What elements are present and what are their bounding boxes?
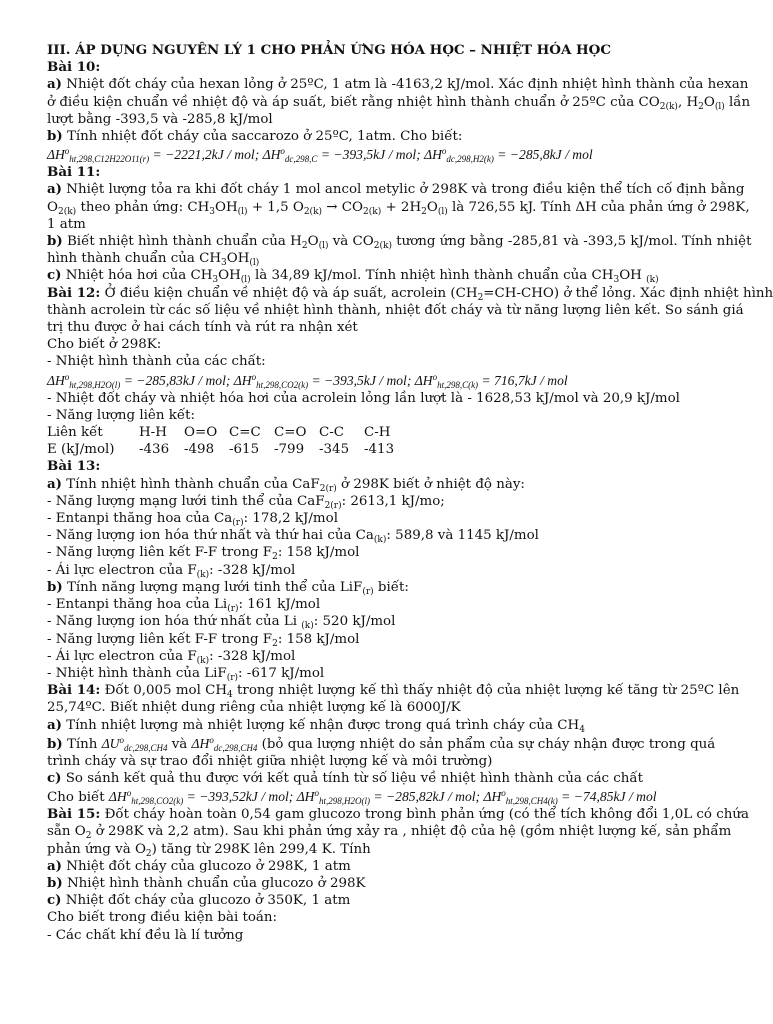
text: theo phản ứng: CH (76, 199, 210, 215)
superscript: o (280, 146, 285, 157)
subscript: ht,298,H2O(l) (69, 379, 121, 390)
text: Ở điều kiện chuẩn về nhiệt độ và áp suất, acrolein (CH (100, 285, 478, 301)
text: → CO (322, 199, 363, 215)
table-cell: -413 (364, 442, 395, 458)
text: Đốt cháy hoàn toàn 0,54 gam glucozo trong bình phản ứng (có thể tích không đổi 1,0L có chứa (100, 807, 749, 823)
superscript: o (64, 146, 70, 157)
text: Tính nhiệt hình thành chuẩn của CaF (62, 476, 320, 492)
exercise-13-b-line1 (47, 579, 738, 596)
math-value: = −2221,2kJ / mol; (149, 147, 263, 163)
text: tương ứng bằng -285,81 và -393,5 kJ/mol. Tính nhiệt (391, 234, 752, 250)
exercise-13-a-line4 (47, 527, 738, 544)
subscript: ht,298,C12H22O11(r) (69, 154, 150, 165)
exercise-15-line2 (47, 823, 738, 840)
math-value: = −285,82kJ / mol; (370, 789, 484, 805)
equation-3 (108, 788, 657, 807)
superscript: o (119, 734, 124, 745)
subscript: (k) (196, 655, 210, 666)
text: (bỏ qua lượng nhiệt do sản phẩm của sự cháy nhận được trong quá (257, 736, 716, 752)
exercise-13-b-line3 (47, 613, 738, 630)
subscript: (l) (437, 206, 448, 217)
math-symbol: ΔH (483, 789, 502, 805)
exercise-15-line5: - Các chất khí đều là lí tưởng (47, 927, 244, 943)
subscript: 2 (301, 241, 308, 252)
subscript: ht,298,C(k) (437, 379, 479, 390)
exercise-13-b-line4 (47, 631, 738, 648)
subscript: (r) (232, 518, 244, 529)
table-cell: C=C (229, 425, 261, 441)
math-symbol: ΔH (296, 789, 315, 805)
exercise-13-b-line2 (47, 596, 738, 613)
text: OH (226, 251, 250, 267)
exercise-13-a-line6 (47, 562, 738, 579)
text: - Năng lượng liên kết F-F trong F (47, 545, 273, 561)
exercise-11-a-line3: 1 atm (47, 216, 86, 232)
subscript: 2 (145, 848, 152, 859)
subscript: 3 (613, 275, 620, 286)
text: - Ái lực electron của F (47, 562, 197, 578)
label-b: b) (47, 578, 63, 595)
table-cell: C-C (319, 425, 345, 441)
exercise-14-b-line1 (47, 734, 738, 753)
text: Tính năng lượng mạng lưới tinh thể của LiF (62, 579, 363, 595)
text: Cho biết (47, 790, 109, 806)
text: OH (218, 268, 241, 284)
math-symbol: ΔH (262, 147, 281, 163)
text: O (703, 94, 715, 110)
text: là 726,55 kJ. Tính ΔH của phản ứng ở 298K, (447, 199, 750, 215)
subscript: dc,298,CH4 (123, 742, 168, 753)
text: : -328 kJ/mol (209, 648, 296, 664)
subscript: ht,298,CO2(k) (131, 796, 184, 807)
subscript: 3 (209, 206, 215, 217)
superscript: o (126, 788, 132, 799)
label-c: c) (47, 892, 62, 909)
text: - Năng lượng mạng lưới tinh thể của CaF (47, 493, 325, 509)
text: : -328 kJ/mol (209, 562, 296, 578)
text: sẵn O (47, 824, 86, 840)
exercise-15-line3 (47, 841, 738, 858)
table-cell: -799 (274, 442, 305, 458)
subscript: 2(k) (659, 101, 678, 112)
subscript: (r) (362, 586, 374, 597)
math-symbol: ΔH (108, 789, 127, 805)
text: ở điều kiện chuẩn về nhiệt độ và áp suất, biết rằng nhiệt hình thành chuẩn ở 25ºC của CO (47, 94, 660, 110)
exercise-11-b-line1 (47, 233, 752, 252)
table-cell: -615 (229, 442, 260, 458)
text: biết: (373, 579, 409, 595)
math-symbol: ΔH (47, 372, 65, 388)
exercise-12-line5: - Nhiệt hình thành của các chất: (47, 354, 266, 370)
text: : 589,8 và 1145 kJ/mol (386, 528, 539, 544)
table-cell: -345 (319, 442, 350, 458)
subscript: dc,298,C (284, 154, 318, 165)
math-value: = −393,52kJ / mol; (183, 789, 297, 805)
exercise-10-a-line2 (47, 94, 751, 112)
table-cell: -498 (184, 442, 215, 458)
subscript: 2(k) (373, 241, 392, 252)
exercise-12-line2: thành acrolein từ các số liệu về nhiệt hình thành, nhiệt đốt cháy và từ năng lượng liên kết. So sánh giá (47, 302, 744, 318)
subscript: 2 (85, 831, 92, 842)
math-symbol: ΔU (101, 735, 120, 751)
subscript: 2 (477, 292, 484, 303)
table-row (47, 441, 409, 458)
exercise-13-b-line6 (47, 665, 738, 682)
text: ở 298K và 2,2 atm). Sau khi phản ứng xảy ra , nhiệt độ của hệ (gồm nhiệt lượng kế, sản phẩm (91, 824, 732, 840)
exercise-15-line1 (47, 806, 749, 823)
exercise-14-c-line2 (47, 787, 738, 806)
subscript: (r) (227, 604, 239, 615)
text: ) tăng từ 298K lên 299,4 K. Tính (151, 841, 371, 857)
table-cell: C-H (364, 425, 391, 441)
math-symbol: ΔH (233, 372, 252, 388)
table-cell: E (kJ/mol) (47, 442, 115, 458)
text: Nhiệt hóa hơi của CH (61, 268, 213, 284)
subscript: (k) (646, 275, 659, 286)
text: OH (215, 199, 238, 215)
subscript: 2(k) (57, 206, 77, 217)
exercise-11-a-line1 (47, 181, 745, 198)
superscript: o (209, 734, 214, 745)
subscript: 2(r) (324, 500, 342, 511)
exercise-13-a-line2 (47, 493, 738, 510)
subscript: ht,298,CO2(k) (256, 379, 309, 390)
subscript: dc,298,CH4 (213, 742, 258, 753)
subscript: (l) (318, 241, 329, 252)
text: Tính nhiệt lượng mà nhiệt lượng kế nhận được trong quá trình cháy của CH (62, 717, 580, 733)
text: Đốt 0,005 mol CH (100, 683, 228, 699)
subscript: 2 (421, 206, 427, 217)
subscript: 2 (272, 552, 278, 563)
label-c: c) (47, 769, 62, 786)
math-symbol: ΔH (414, 372, 433, 388)
exercise-15-a-line1 (47, 858, 738, 875)
section-title: III. ÁP DỤNG NGUYÊN LÝ 1 CHO PHẢN ỨNG HÓA HỌC – NHIỆT HÓA HỌC (47, 42, 611, 58)
math-value: = −393,5kJ / mol; (308, 372, 415, 388)
exercise-12-line6: - Nhiệt đốt cháy và nhiệt hóa hơi của acrolein lỏng lần lượt là - 1628,53 kJ/mol và 20,9 kJ/mol (47, 390, 680, 406)
subscript: 2(k) (303, 206, 323, 217)
text: ở 298K biết ở nhiệt độ này: (336, 476, 525, 492)
exercise-12-line7: - Năng lượng liên kết: (47, 407, 195, 423)
text: - Năng lượng ion hóa thứ nhất và thứ hai của Ca (47, 528, 374, 544)
label-c: c) (47, 267, 62, 284)
math-value: = −285,8kJ / mol (493, 147, 593, 163)
exercise-10-a-line1 (47, 76, 749, 93)
subscript: 2 (698, 101, 704, 112)
math-symbol: ΔH (47, 147, 65, 163)
text: : 158 kJ/mol (277, 631, 360, 647)
exercise-11-c-line1 (47, 267, 738, 284)
label-a: a) (47, 181, 63, 198)
equation-2 (47, 371, 738, 390)
exercise-13-a-line3 (47, 510, 738, 527)
text: - Entanpi thăng hoa của Ca (47, 511, 233, 527)
exercise-15-title: Bài 15: (47, 806, 101, 823)
text: O (47, 199, 58, 215)
math-symbol: ΔH (191, 735, 210, 751)
text: Nhiệt đốt cháy của hexan lỏng ở 25ºC, 1 atm là -4163,2 kJ/mol. Xác định nhiệt hình thành của hexan (62, 77, 749, 93)
text: : 520 kJ/mol (313, 614, 396, 630)
equation-1 (47, 145, 738, 164)
exercise-14-line2: 25,74ºC. Biết nhiệt dung riêng của nhiệt lượng kế là 6000J/K (47, 700, 461, 716)
text: Tính nhiệt đốt cháy của saccarozo ở 25ºC, 1atm. Cho biết: (62, 129, 463, 145)
table-row (47, 424, 409, 441)
exercise-14-title: Bài 14: (47, 682, 101, 699)
label-a: a) (47, 76, 63, 93)
exercise-12-line3: trị thu được ở hai cách tính và rút ra nhận xét (47, 320, 358, 336)
bond-energy-table (47, 424, 409, 458)
exercise-13-a-line5 (47, 544, 738, 561)
exercise-13-a-line1 (47, 476, 738, 493)
exercise-15-line4: Cho biết trong điều kiện bài toán: (47, 910, 278, 926)
table-cell: -436 (139, 442, 170, 458)
text: : 178,2 kJ/mol (243, 511, 338, 527)
exercise-12-line1 (47, 284, 773, 303)
superscript: o (64, 371, 70, 382)
table-cell: Liên kết (47, 425, 103, 441)
text: Tính (62, 736, 102, 752)
text: : -617 kJ/mol (238, 665, 325, 681)
text: O (426, 199, 438, 215)
subscript: 3 (212, 275, 219, 286)
subscript: (l) (240, 275, 251, 286)
subscript: 4 (227, 690, 233, 701)
text: Nhiệt đốt cháy của glucozo ở 350K, 1 atm (61, 893, 351, 909)
inline-math-dh (192, 736, 258, 751)
exercise-14-b-line2: trình cháy và sự trao đổi nhiệt giữa nhiệt lượng kế và môi trường) (47, 753, 493, 769)
text: - Năng lượng liên kết F-F trong F (47, 631, 273, 647)
subscript: (k) (373, 535, 387, 546)
exercise-15-b-line1 (47, 875, 738, 892)
text: O (307, 234, 319, 250)
math-value: = 716,7kJ / mol (478, 372, 568, 388)
label-a: a) (47, 857, 63, 874)
exercise-14-c-line1 (47, 770, 738, 787)
table-cell: H-H (139, 425, 167, 441)
exercise-13-title: Bài 13: (47, 458, 101, 475)
subscript: ht,298,CH4(k) (505, 796, 558, 807)
inline-math-du (102, 736, 168, 751)
text: hình thành chuẩn của CH (47, 251, 222, 267)
text: =CH-CHO) ở thể lỏng. Xác định nhiệt hình (483, 285, 773, 301)
text: lần (724, 94, 751, 110)
superscript: o (432, 371, 438, 382)
text: OH (619, 268, 647, 284)
exercise-10-b-line1 (47, 128, 738, 145)
text: So sánh kết quả thu được với kết quả tính từ số liệu về nhiệt hình thành của các chất (61, 770, 644, 786)
math-symbol: ΔH (424, 147, 442, 163)
exercise-10-title: Bài 10: (47, 59, 101, 76)
subscript: dc,298,H2(k) (446, 154, 494, 165)
exercise-12-title: Bài 12: (47, 284, 101, 301)
exercise-12-line4: Cho biết ở 298K: (47, 337, 162, 353)
text: là 34,89 kJ/mol. Tính nhiệt hình thành chuẩn của CH (250, 268, 614, 284)
math-value: = −393,5kJ / mol; (317, 147, 425, 163)
subscript: (l) (714, 101, 725, 112)
subscript: 4 (579, 724, 585, 735)
text: - Entanpi thăng hoa của Li (47, 597, 228, 613)
subscript: (l) (237, 206, 248, 217)
subscript: 2(k) (363, 206, 382, 217)
text: và CO (328, 234, 374, 250)
text: : 161 kJ/mol (238, 597, 321, 613)
exercise-14-line1 (47, 682, 738, 699)
exercise-15-c-line1 (47, 892, 738, 909)
subscript: 2(r) (319, 483, 337, 494)
text: - Năng lượng ion hóa thứ nhất của Li (47, 614, 302, 630)
exercise-11-title: Bài 11: (47, 164, 101, 181)
text: + 2H (381, 199, 422, 215)
subscript: (r) (226, 672, 239, 683)
exercise-11-a-line2 (47, 199, 750, 217)
exercise-10-a-line3: lượt bằng -393,5 và -285,8 kJ/mol (47, 111, 273, 127)
subscript: (k) (301, 621, 314, 632)
text: Nhiệt lượng tỏa ra khi đốt cháy 1 mol ancol metylic ở 298K và trong điều kiện thể tích cố định bằng (62, 182, 745, 198)
text: - Ái lực electron của F (47, 648, 197, 664)
superscript: o (441, 146, 447, 157)
table-cell: O=O (184, 425, 218, 441)
text: - Nhiệt hình thành của LiF (47, 665, 227, 681)
text: phản ứng và O (47, 841, 146, 857)
text: Nhiệt đốt cháy của glucozo ở 298K, 1 atm (62, 858, 351, 874)
text: và (167, 736, 192, 752)
label-a: a) (47, 475, 63, 492)
text: Biết nhiệt hình thành chuẩn của H (62, 234, 302, 250)
exercise-11-b-line2 (47, 250, 738, 267)
label-b: b) (47, 233, 63, 250)
label-b: b) (47, 735, 63, 752)
exercise-14-a-line1 (47, 717, 738, 734)
subscript: ht,298,H2O(l) (319, 796, 370, 807)
math-value: = −74,85kJ / mol (557, 789, 657, 805)
superscript: o (251, 371, 257, 382)
text: , H (677, 94, 699, 110)
text: trong nhiệt lượng kế thì thấy nhiệt độ của nhiệt lượng kế tăng từ 25ºC lên (232, 683, 740, 699)
subscript: (k) (196, 569, 210, 580)
table-cell: C=O (274, 425, 307, 441)
text: : 158 kJ/mol (277, 545, 360, 561)
text: + 1,5 O (247, 199, 304, 215)
subscript: 2 (272, 638, 278, 649)
text: : 2613,1 kJ/mo; (341, 493, 445, 509)
math-value: = −285,83kJ / mol; (120, 372, 234, 388)
label-b: b) (47, 874, 63, 891)
subscript: (l) (249, 258, 260, 269)
superscript: o (501, 788, 506, 799)
text: Nhiệt hình thành chuẩn của glucozo ở 298K (62, 875, 366, 891)
label-a: a) (47, 716, 63, 733)
superscript: o (314, 788, 319, 799)
subscript: 3 (221, 258, 227, 269)
label-b: b) (47, 128, 63, 145)
exercise-13-b-line5 (47, 648, 738, 665)
